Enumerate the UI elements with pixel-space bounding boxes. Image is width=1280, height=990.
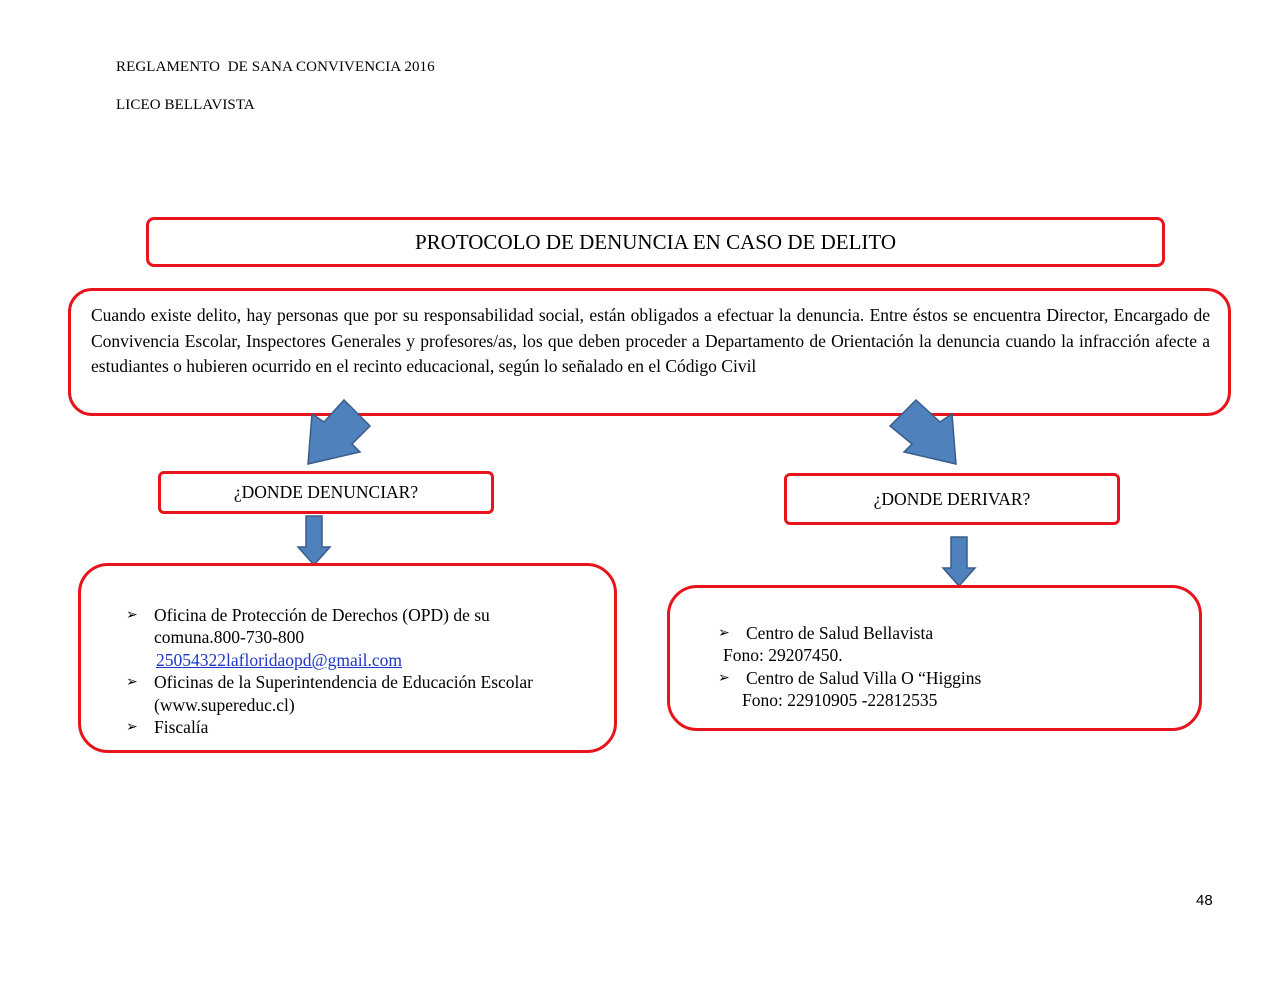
- arrowhead-bullet-icon: ➢: [718, 669, 730, 686]
- down-arrow-icon: [941, 536, 977, 588]
- list-item: [126, 671, 596, 716]
- protocol-title: PROTOCOLO DE DENUNCIA EN CASO DE DELITO: [414, 229, 897, 254]
- opd-office-phone: comuna.800-730-800: [154, 627, 305, 648]
- health-center-bellavista-phone: Fono: 29207450.: [723, 645, 843, 666]
- where-to-refer-label: ¿DONDE DERIVAR?: [873, 488, 1031, 509]
- arrowhead-bullet-icon: ➢: [126, 719, 138, 736]
- down-arrow-icon: [300, 398, 376, 470]
- document-header-title: REGLAMENTO DE SANA CONVIVENCIA 2016: [116, 59, 435, 75]
- health-center-bellavista: Centro de Salud Bellavista: [746, 623, 934, 643]
- document-header-school: LICEO BELLAVISTA: [116, 97, 255, 113]
- list-item: [126, 716, 596, 738]
- protocol-title-box: [146, 217, 1165, 267]
- arrowhead-bullet-icon: ➢: [718, 625, 730, 641]
- down-arrow-icon: [296, 515, 332, 567]
- page-number: 48: [1196, 892, 1213, 909]
- opd-office-line: Oficina de Protección de Derechos (OPD) de su: [154, 605, 490, 625]
- intro-text: Cuando existe delito, hay personas que por su responsabilidad social, están obligados a efectuar la denuncia. Entre éstos se encuentra Director, Encargado de Convivencia Escolar, Inspectores Generales y profesores/as, los que deben proceder a Departamento de Orientación la denuncia cuando la infracción afecte a estudiantes o hubieren ocurrido en el recinto educacional, según lo señalado en el Código Civil: [91, 305, 1210, 376]
- list-item: [718, 622, 1158, 644]
- intro-box: [68, 288, 1231, 416]
- arrowhead-bullet-icon: ➢: [126, 674, 138, 691]
- arrowhead-bullet-icon: ➢: [126, 607, 138, 623]
- report-locations-list: [126, 604, 596, 738]
- list-item: [718, 667, 1158, 689]
- down-arrow-icon: [886, 398, 962, 470]
- opd-email-link[interactable]: 25054322lafloridaopd@gmail.com: [156, 649, 402, 670]
- superintendencia-site: (www.supereduc.cl): [154, 694, 295, 715]
- list-item: [126, 604, 596, 671]
- health-center-villa-ohiggins: Centro de Salud Villa O “Higgins: [746, 667, 982, 688]
- where-to-report-label: ¿DONDE DENUNCIAR?: [233, 482, 419, 502]
- referral-centers-list: [718, 622, 1158, 712]
- health-center-villa-ohiggins-phone: Fono: 22910905 -22812535: [742, 690, 938, 711]
- where-to-refer-box: [784, 473, 1120, 525]
- fiscalia-line: Fiscalía: [154, 717, 209, 738]
- where-to-report-box: [158, 471, 494, 514]
- superintendencia-line: Oficinas de la Superintendencia de Educación Escolar: [154, 672, 534, 693]
